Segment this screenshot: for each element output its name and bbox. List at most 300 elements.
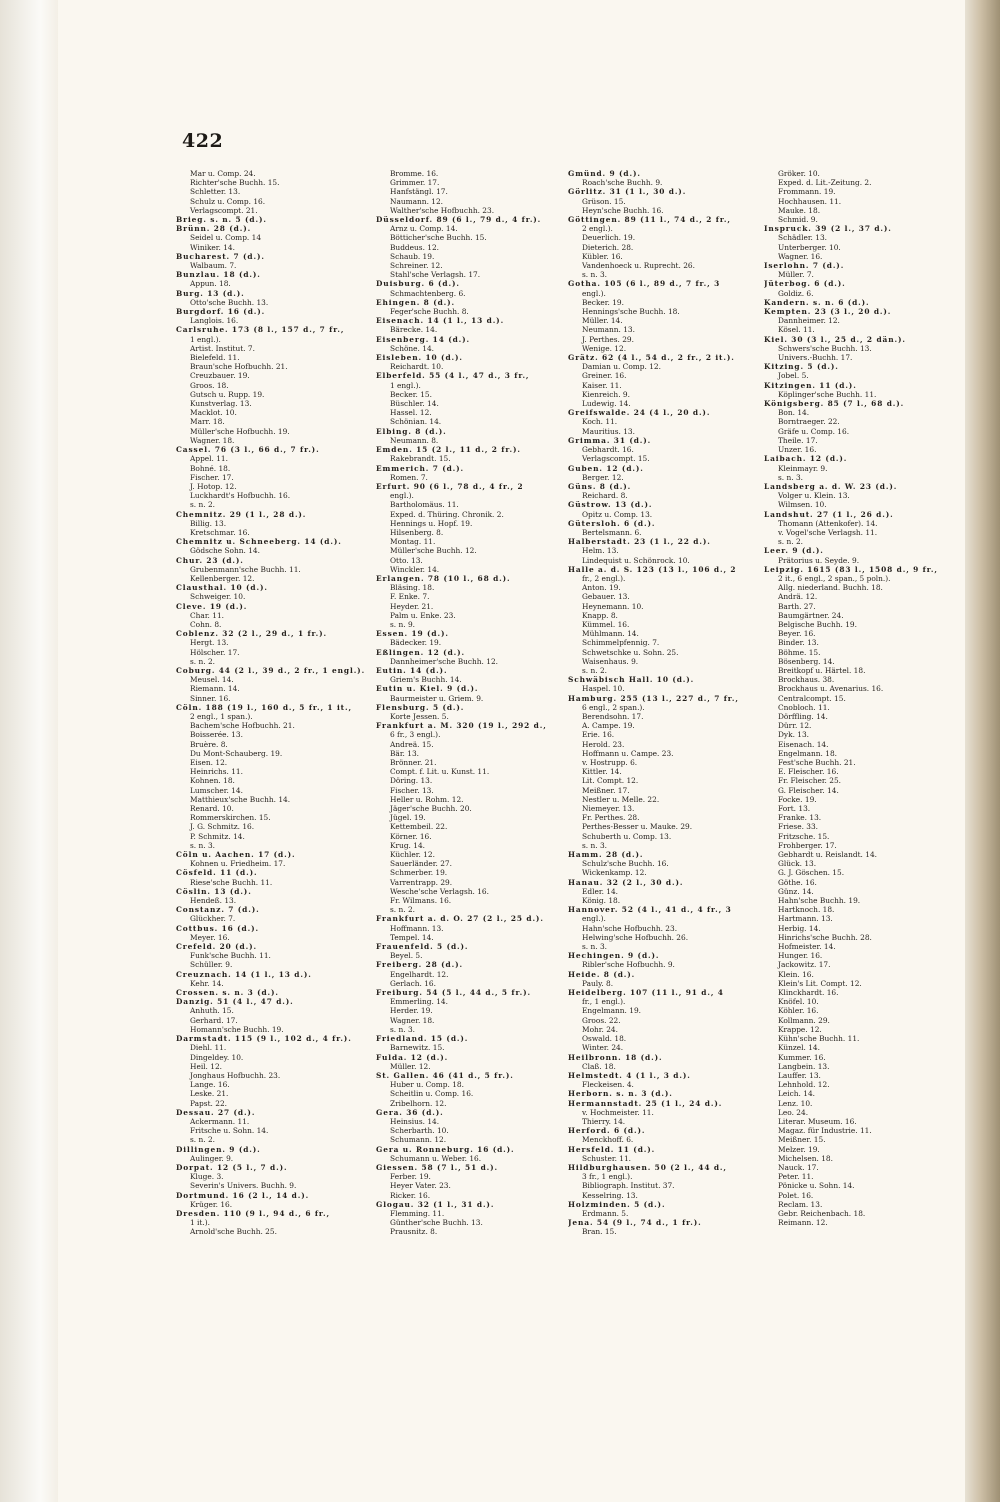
publisher-entry: Cnobloch. 11. [778,702,830,712]
place-heading: Cassel. 76 (3 l., 66 d., 7 fr.). [176,445,320,455]
publisher-entry: Riese'sche Buchh. 11. [190,877,273,887]
publisher-entry: Brockhaus. 38. [778,675,835,685]
publisher-entry: Unzer. 16. [778,445,817,455]
publisher-entry: Reclam. 13. [778,1199,823,1209]
place-heading: Cleve. 19 (d.). [176,601,248,611]
publisher-entry: Bruère. 8. [190,739,228,749]
publisher-entry: Deuerlich. 19. [582,233,636,243]
place-heading: Guben. 12 (d.). [568,463,644,473]
publisher-entry: Mohr. 24. [582,1024,618,1034]
publisher-entry: Eisenach. 14. [778,739,829,749]
publisher-entry: Hanfstängl. 17. [390,187,448,197]
entry-continuation: engl.). [582,914,606,924]
place-heading: Creuznach. 14 (1 l., 13 d.). [176,969,312,979]
place-heading: Brünn. 28 (d.). [176,224,252,234]
publisher-entry: Jackowitz. 17. [778,960,831,970]
place-heading: Eutin u. Kiel. 9 (d.). [376,684,479,694]
publisher-entry: Leo. 24. [778,1107,809,1117]
publisher-entry: Heller u. Rohm. 12. [390,794,464,804]
place-heading: Duisburg. 6 (d.). [376,279,460,289]
publisher-entry: Heyn'sche Buchh. 16. [582,205,664,215]
place-heading: Dorpat. 12 (5 l., 7 d.). [176,1162,288,1172]
publisher-entry: Kretschmar. 16. [190,527,250,537]
publisher-entry: Andreä. 15. [390,739,434,749]
place-heading: Königsberg. 85 (7 l., 68 d.). [764,399,905,409]
publisher-entry: Bibliograph. Institut. 37. [582,1181,675,1191]
place-heading: Chemnitz u. Schneeberg. 14 (d.). [176,537,342,547]
publisher-entry: Exped. d. Thüring. Chronik. 2. [390,509,504,519]
place-heading: Eisleben. 10 (d.). [376,353,463,363]
publisher-entry: Schletter. 13. [190,187,241,197]
publisher-entry: s. n. 2. [190,656,216,666]
place-heading: Cösfeld. 11 (d.). [176,868,258,878]
place-heading: Güstrow. 13 (d.). [568,500,653,510]
publisher-entry: Walbaum. 7. [190,261,237,271]
publisher-entry: Böhme. 15. [778,647,821,657]
place-heading: Eutin. 14 (d.). [376,665,448,675]
place-heading: Gera u. Ronneburg. 16 (d.). [376,1144,515,1154]
publisher-entry: Ferber. 19. [390,1172,431,1182]
place-heading: Flensburg. 5 (d.). [376,702,465,712]
publisher-entry: Walther'sche Hofbuchh. 23. [390,205,495,215]
publisher-entry: Pauly. 8. [582,978,614,988]
publisher-entry: Schönian. 14. [390,417,442,427]
publisher-entry: Reichard. 8. [582,491,628,501]
place-heading: Chemnitz. 29 (1 l., 28 d.). [176,509,307,519]
publisher-entry: Scherbarth. 10. [390,1126,449,1136]
publisher-entry: Engelmann. 19. [582,1006,642,1016]
place-heading: Burg. 13 (d.). [176,288,245,298]
publisher-entry: s. n. 3. [582,840,608,850]
publisher-entry: Müller'sche Hofbuchh. 19. [190,426,290,436]
publisher-entry: Lenz. 10. [778,1098,813,1108]
publisher-entry: Winckler. 14. [390,564,440,574]
publisher-entry: Reichardt. 10. [390,362,444,372]
place-heading: Cöln u. Aachen. 17 (d.). [176,850,296,860]
publisher-entry: Reimann. 12. [778,1218,828,1228]
publisher-entry: Herder. 19. [390,1006,433,1016]
publisher-entry: Hennings u. Hopf. 19. [390,518,473,528]
place-heading: Greifswalde. 24 (4 l., 20 d.). [568,408,711,418]
publisher-entry: Leske. 21. [190,1089,229,1099]
place-heading: Jüterbog. 6 (d.). [764,279,846,289]
publisher-entry: Erdmann. 5. [582,1208,629,1218]
place-heading: Coburg. 44 (2 l., 39 d., 2 fr., 1 engl.). [176,665,366,675]
publisher-entry: Heil. 12. [190,1061,222,1071]
publisher-entry: Schaub. 19. [390,251,435,261]
publisher-entry: Schumann u. Weber. 16. [390,1153,482,1163]
publisher-entry: Hassel. 12. [390,408,432,418]
publisher-entry: Helm. 13. [582,546,619,556]
publisher-entry: Marr. 18. [190,417,225,427]
publisher-entry: Haspel. 10. [582,684,625,694]
place-heading: Giessen. 58 (7 l., 51 d.). [376,1162,499,1172]
place-heading: Eisenberg. 14 (d.). [376,334,471,344]
publisher-entry: Bran. 15. [582,1227,617,1237]
index-column-4 [764,169,942,1227]
publisher-entry: Cohn. 8. [190,619,222,629]
publisher-entry: Hahn'sche Hofbuchh. 23. [582,923,678,933]
publisher-entry: s. n. 3. [778,472,804,482]
place-heading: Görlitz. 31 (1 l., 30 d.). [568,187,687,197]
publisher-entry: Bädecker. 19. [390,638,442,648]
publisher-entry: Ribler'sche Hofbuchh. 9. [582,960,675,970]
place-heading: Hamm. 28 (d.). [568,850,644,860]
publisher-entry: Schädler. 13. [778,233,828,243]
publisher-entry: Papst. 22. [190,1098,227,1108]
publisher-entry: Billig. 13. [190,518,227,528]
publisher-entry: Macklot. 10. [190,408,237,418]
place-heading: Carlsruhe. 173 (8 l., 157 d., 7 fr., [176,325,345,335]
publisher-entry: Riemann. 14. [190,684,240,694]
publisher-entry: Körner. 16. [390,831,432,841]
publisher-entry: Roach'sche Buchh. 9. [582,178,663,188]
publisher-entry: Hahn'sche Buchh. 19. [778,896,861,906]
publisher-entry: Kummer. 16. [778,1052,826,1062]
place-heading: Dortmund. 16 (2 l., 14 d.). [176,1190,310,1200]
publisher-entry: Theile. 17. [778,435,818,445]
publisher-entry: Mauritius. 13. [582,426,635,436]
publisher-entry: Romen. 7. [390,472,428,482]
publisher-entry: Berendsohn. 17. [582,711,644,721]
place-heading: Güns. 8 (d.). [568,481,632,491]
publisher-entry: Kümmel. 16. [582,619,630,629]
publisher-entry: Edler. 14. [582,886,619,896]
publisher-entry: Montag. 11. [390,537,436,547]
place-heading: Chur. 23 (d.). [176,555,244,565]
publisher-entry: Sauerländer. 27. [390,859,452,869]
publisher-entry: Appel. 11. [190,454,228,464]
entry-continuation: engl.). [582,288,606,298]
publisher-entry: Hergt. 13. [190,638,229,648]
publisher-entry: Meißner. 15. [778,1135,826,1145]
publisher-entry: Herbig. 14. [778,923,821,933]
publisher-entry: Frommann. 19. [778,187,836,197]
publisher-entry: Du Mont-Schauberg. 19. [190,748,283,758]
place-heading: Herborn. s. n. 3 (d.). [568,1089,673,1099]
publisher-entry: Exped. d. Lit.-Zeitung. 2. [778,178,872,188]
publisher-entry: Fritzsche. 15. [778,831,830,841]
publisher-entry: Grimmer. 17. [390,178,440,188]
place-heading: Hermannstadt. 25 (1 l., 24 d.). [568,1098,723,1108]
publisher-entry: E. Fleischer. 16. [778,767,839,777]
publisher-entry: Knapp. 8. [582,610,618,620]
publisher-entry: Kösel. 11. [778,325,815,335]
publisher-entry: Mühlmann. 14. [582,629,639,639]
place-heading: Erlangen. 78 (10 l., 68 d.). [376,573,511,583]
publisher-entry: Bläsing. 18. [390,583,435,593]
publisher-entry: Neumann. 8. [390,435,439,445]
publisher-entry: Frohberger. 17. [778,840,837,850]
publisher-entry: Damian u. Comp. 12. [582,362,661,372]
publisher-entry: Gutsch u. Rupp. 19. [190,389,265,399]
publisher-entry: Koch. 11. [582,417,618,427]
publisher-entry: Seidel u. Comp. 14 [190,233,262,243]
publisher-entry: Oswald. 18. [582,1034,627,1044]
publisher-entry: Magaz. für Industrie. 11. [778,1126,872,1136]
place-heading: Herford. 6 (d.). [568,1126,646,1136]
publisher-entry: Sinner. 16. [190,693,231,703]
publisher-entry: Kühn'sche Buchh. 11. [778,1034,860,1044]
publisher-entry: Heinsius. 14. [390,1116,440,1126]
publisher-entry: Bärecke. 14. [390,325,438,335]
publisher-entry: Hennings'sche Buchh. 18. [582,307,680,317]
publisher-entry: Jäger'sche Buchh. 20. [390,804,472,814]
publisher-entry: Lit. Compt. 12. [582,776,639,786]
place-heading: Laibach. 12 (d.). [764,454,848,464]
publisher-entry: Engelmann. 18. [778,748,838,758]
publisher-entry: Bertelsmann. 6. [582,527,642,537]
publisher-entry: Hofmeister. 14. [778,942,836,952]
publisher-entry: Goldiz. 6. [778,288,814,298]
publisher-entry: Engelhardt. 12. [390,969,449,979]
publisher-entry: Brockhaus u. Avenarius. 16. [778,684,884,694]
place-heading: Brieg. s. n. 5 (d.). [176,215,267,225]
publisher-entry: Borntraeger. 22. [778,417,840,427]
publisher-entry: Langbein. 13. [778,1061,830,1071]
publisher-entry: Krüger. 16. [190,1199,233,1209]
page-fore-edge [965,0,1000,1502]
publisher-entry: Fischer. 13. [390,785,434,795]
publisher-entry: Herold. 23. [582,739,625,749]
place-heading: Kandern. s. n. 6 (d.). [764,297,870,307]
publisher-entry: Langlois. 16. [190,316,239,326]
publisher-entry: Univers.-Buchh. 17. [778,353,853,363]
place-heading: Hechingen. 9 (d.). [568,951,660,961]
publisher-entry: Müller. 14. [582,316,623,326]
place-heading: Gotha. 105 (6 l., 89 d., 7 fr., 3 [568,279,721,289]
publisher-entry: Renard. 10. [190,804,234,814]
publisher-entry: Ludewig. 14. [582,399,631,409]
publisher-entry: Scheitlin u. Comp. 16. [390,1089,474,1099]
publisher-entry: Prätorius u. Seyde. 9. [778,555,860,565]
publisher-entry: Klein's Lit. Compt. 12. [778,978,862,988]
publisher-entry: s. n. 3. [582,942,608,952]
place-heading: Halberstadt. 23 (1 l., 22 d.). [568,537,711,547]
place-heading: Friedland. 15 (d.). [376,1034,469,1044]
place-heading: Heidelberg. 107 (11 l., 91 d., 4 [568,988,724,998]
publisher-entry: Kohnen. 18. [190,776,235,786]
place-heading: Hildburghausen. 50 (2 l., 44 d., [568,1162,727,1172]
publisher-entry: Arnold'sche Buchh. 25. [190,1227,277,1237]
publisher-entry: Hoffmann. 13. [390,923,444,933]
publisher-entry: Mar u. Comp. 24. [190,169,256,178]
publisher-entry: Heynemann. 10. [582,601,644,611]
publisher-entry: Jonghaus Hofbuchh. 23. [190,1070,281,1080]
publisher-entry: Beyel. 5. [390,951,423,961]
publisher-entry: Opitz u. Comp. 13. [582,509,653,519]
publisher-entry: Wenige. 12. [582,343,627,353]
place-heading: Dessau. 27 (d.). [176,1107,256,1117]
publisher-entry: Schumann. 12. [390,1135,447,1145]
publisher-entry: s. n. 2. [582,665,608,675]
place-heading: Elberfeld. 55 (4 l., 47 d., 3 fr., [376,371,530,381]
publisher-entry: s. n. 2. [778,537,804,547]
publisher-entry: Wagner. 18. [190,435,235,445]
publisher-entry: Lehnhold. 12. [778,1080,830,1090]
index-column-1 [176,169,372,1237]
publisher-entry: Literar. Museum. 16. [778,1116,857,1126]
publisher-entry: Hölscher. 17. [190,647,240,657]
publisher-entry: Hunger. 16. [778,951,823,961]
entry-continuation: 6 fr., 3 engl.). [390,730,441,740]
publisher-entry: s. n. 2. [190,1135,216,1145]
publisher-entry: Göthe. 16. [778,877,817,887]
entry-continuation: 1 engl.). [390,380,421,390]
publisher-entry: Jügel. 19. [390,813,426,823]
publisher-entry: Neumann. 13. [582,325,635,335]
publisher-entry: Wilmsen. 10. [778,500,827,510]
publisher-entry: Bötticher'sche Buchh. 15. [390,233,487,243]
publisher-entry: Focke. 19. [778,794,817,804]
publisher-entry: Severin's Univers. Buchh. 9. [190,1181,297,1191]
publisher-entry: Nestler u. Melle. 22. [582,794,660,804]
publisher-entry: Becker. 19. [582,297,624,307]
place-heading: Kitzingen. 11 (d.). [764,380,857,390]
place-heading: Düsseldorf. 89 (6 l., 79 d., 4 fr.). [376,215,542,225]
publisher-entry: Günther'sche Buchh. 13. [390,1218,483,1228]
publisher-entry: Grüson. 15. [582,196,626,206]
publisher-entry: Baumgärtner. 24. [778,610,844,620]
publisher-entry: Nauck. 17. [778,1162,819,1172]
publisher-entry: Kunstverlag. 13. [190,399,252,409]
publisher-entry: Becker. 15. [390,389,432,399]
place-heading: Dresden. 110 (9 l., 94 d., 6 fr., [176,1208,330,1218]
publisher-entry: Wagner. 18. [390,1015,435,1025]
place-heading: Freiburg. 54 (5 l., 44 d., 5 fr.). [376,988,531,998]
publisher-entry: Glück. 13. [778,859,817,869]
publisher-entry: Bohné. 18. [190,463,231,473]
publisher-entry: Gräfe u. Comp. 16. [778,426,850,436]
publisher-entry: Dingeldey. 10. [190,1052,244,1062]
index-column-2 [376,169,566,1237]
place-heading: Gütersloh. 6 (d.). [568,518,656,528]
publisher-entry: Creuzbauer. 19. [190,371,250,381]
publisher-entry: Kellenberger. 12. [190,573,255,583]
entry-continuation: 2 it., 6 engl., 2 span., 5 poln.). [778,573,891,583]
place-heading: Kitzing. 5 (d.). [764,362,839,372]
publisher-entry: Fr. Fleischer. 25. [778,776,842,786]
publisher-entry: Müller'sche Buchh. 12. [390,546,477,556]
place-heading: Essen. 19 (d.). [376,629,449,639]
publisher-entry: Lindequist u. Schönrock. 10. [582,555,690,565]
publisher-entry: Otto'sche Buchh. 13. [190,297,269,307]
place-heading: Hamburg. 255 (13 l., 227 d., 7 fr., [568,693,739,703]
publisher-entry: Thierry. 14. [582,1116,626,1126]
publisher-entry: Anton. 19. [582,583,621,593]
entry-continuation: 2 engl.). [582,224,613,234]
publisher-entry: Müller. 12. [390,1061,431,1071]
publisher-entry: Huber u. Comp. 18. [390,1080,464,1090]
entry-continuation: fr., 2 engl.). [582,573,626,583]
publisher-entry: Hartknoch. 18. [778,905,835,915]
publisher-entry: Mauke. 18. [778,205,821,215]
publisher-entry: Groos. 18. [190,380,229,390]
publisher-entry: Wesche'sche Verlagsh. 16. [390,886,489,896]
publisher-entry: Küchler. 12. [390,850,435,860]
publisher-entry: P. Schmitz. 14. [190,831,245,841]
place-heading: Landsberg a. d. W. 23 (d.). [764,481,898,491]
publisher-entry: Gebhardt. 16. [582,445,634,455]
place-heading: Heide. 8 (d.). [568,969,636,979]
publisher-entry: Friese. 33. [778,822,819,832]
publisher-entry: Prausnitz. 8. [390,1227,438,1237]
publisher-entry: Hoffmann u. Campe. 23. [582,748,674,758]
publisher-entry: Hartmann. 13. [778,914,833,924]
place-heading: Hannover. 52 (4 l., 41 d., 4 fr., 3 [568,905,732,915]
publisher-entry: Hinrichs'sche Buchh. 28. [778,932,872,942]
entry-continuation: 2 engl., 1 span.). [190,711,253,721]
publisher-entry: Heinrichs. 11. [190,767,243,777]
publisher-entry: Kohnen u. Friedheim. 17. [190,859,286,869]
publisher-entry: A. Campe. 19. [582,721,635,731]
publisher-entry: Polet. 16. [778,1190,814,1200]
place-heading: Clausthal. 10 (d.). [176,583,268,593]
place-heading: Darmstadt. 115 (9 l., 102 d., 4 fr.). [176,1034,352,1044]
publisher-entry: Fleckeisen. 4. [582,1080,634,1090]
publisher-entry: Flemming. 11. [390,1208,445,1218]
place-heading: Burgdorf. 16 (d.). [176,307,266,317]
publisher-entry: Wagner. 16. [778,251,823,261]
publisher-entry: Stahl'sche Verlagsh. 17. [390,270,481,280]
place-heading: Hanau. 32 (2 l., 30 d.). [568,877,684,887]
publisher-entry: Binder. 13. [778,638,819,648]
place-heading: Cöslin. 13 (d.). [176,886,252,896]
publisher-entry: Knöfel. 10. [778,997,819,1007]
place-heading: Elbing. 8 (d.). [376,426,447,436]
place-heading: Jena. 54 (9 l., 74 d., 1 fr.). [568,1218,702,1228]
publisher-entry: Gröker. 10. [778,169,820,178]
place-heading: Kiel. 30 (3 l., 25 d., 2 dän.). [764,334,906,344]
publisher-entry: Emmerling. 14. [390,997,448,1007]
entry-continuation: engl.). [390,491,414,501]
publisher-entry: Allg. niederland. Buchh. 18. [778,583,883,593]
publisher-entry: Barnewitz. 15. [390,1043,445,1053]
publisher-entry: v. Vogel'sche Verlagsh. 11. [778,527,878,537]
publisher-entry: Kaiser. 11. [582,380,622,390]
publisher-entry: Klinckhardt. 16. [778,988,839,998]
publisher-entry: Schulz u. Comp. 16. [190,196,266,206]
publisher-entry: G. J. Göschen. 15. [778,868,845,878]
publisher-entry: Otto. 13. [390,555,423,565]
publisher-entry: Rommerskirchen. 15. [190,813,271,823]
publisher-entry: Melzer. 19. [778,1144,820,1154]
publisher-entry: Fischer. 17. [190,472,234,482]
publisher-entry: Hilsenberg. 8. [390,527,444,537]
place-heading: Emmerich. 7 (d.). [376,463,465,473]
publisher-entry: Büschler. 14. [390,399,439,409]
publisher-entry: G. Fleischer. 14. [778,785,839,795]
place-heading: Kempten. 23 (3 l., 20 d.). [764,307,892,317]
place-heading: Schwäbisch Hall. 10 (d.). [568,675,695,685]
place-heading: Leer. 9 (d.). [764,546,824,556]
publisher-entry: Berger. 12. [582,472,624,482]
publisher-entry: Eisen. 12. [190,758,228,767]
publisher-entry: s. n. 2. [390,905,416,915]
publisher-entry: Naumann. 12. [390,196,444,206]
publisher-entry: Heyer Vater. 23. [390,1181,451,1191]
entry-continuation: 3 fr., 1 engl.). [582,1172,633,1182]
place-heading: Heilbronn. 18 (d.). [568,1052,663,1062]
publisher-entry: Bromme. 16. [390,169,439,178]
publisher-entry: Dörffling. 14. [778,711,828,721]
publisher-entry: Bär. 13. [390,748,420,758]
place-heading: Holzminden. 5 (d.). [568,1199,666,1209]
publisher-entry: Winiker. 14. [190,242,235,252]
publisher-entry: Hendeß. 13. [190,896,237,906]
place-heading: Cöln. 188 (19 l., 160 d., 5 fr., 1 it., [176,702,352,712]
publisher-entry: Gödsche Sohn. 14. [190,546,260,556]
